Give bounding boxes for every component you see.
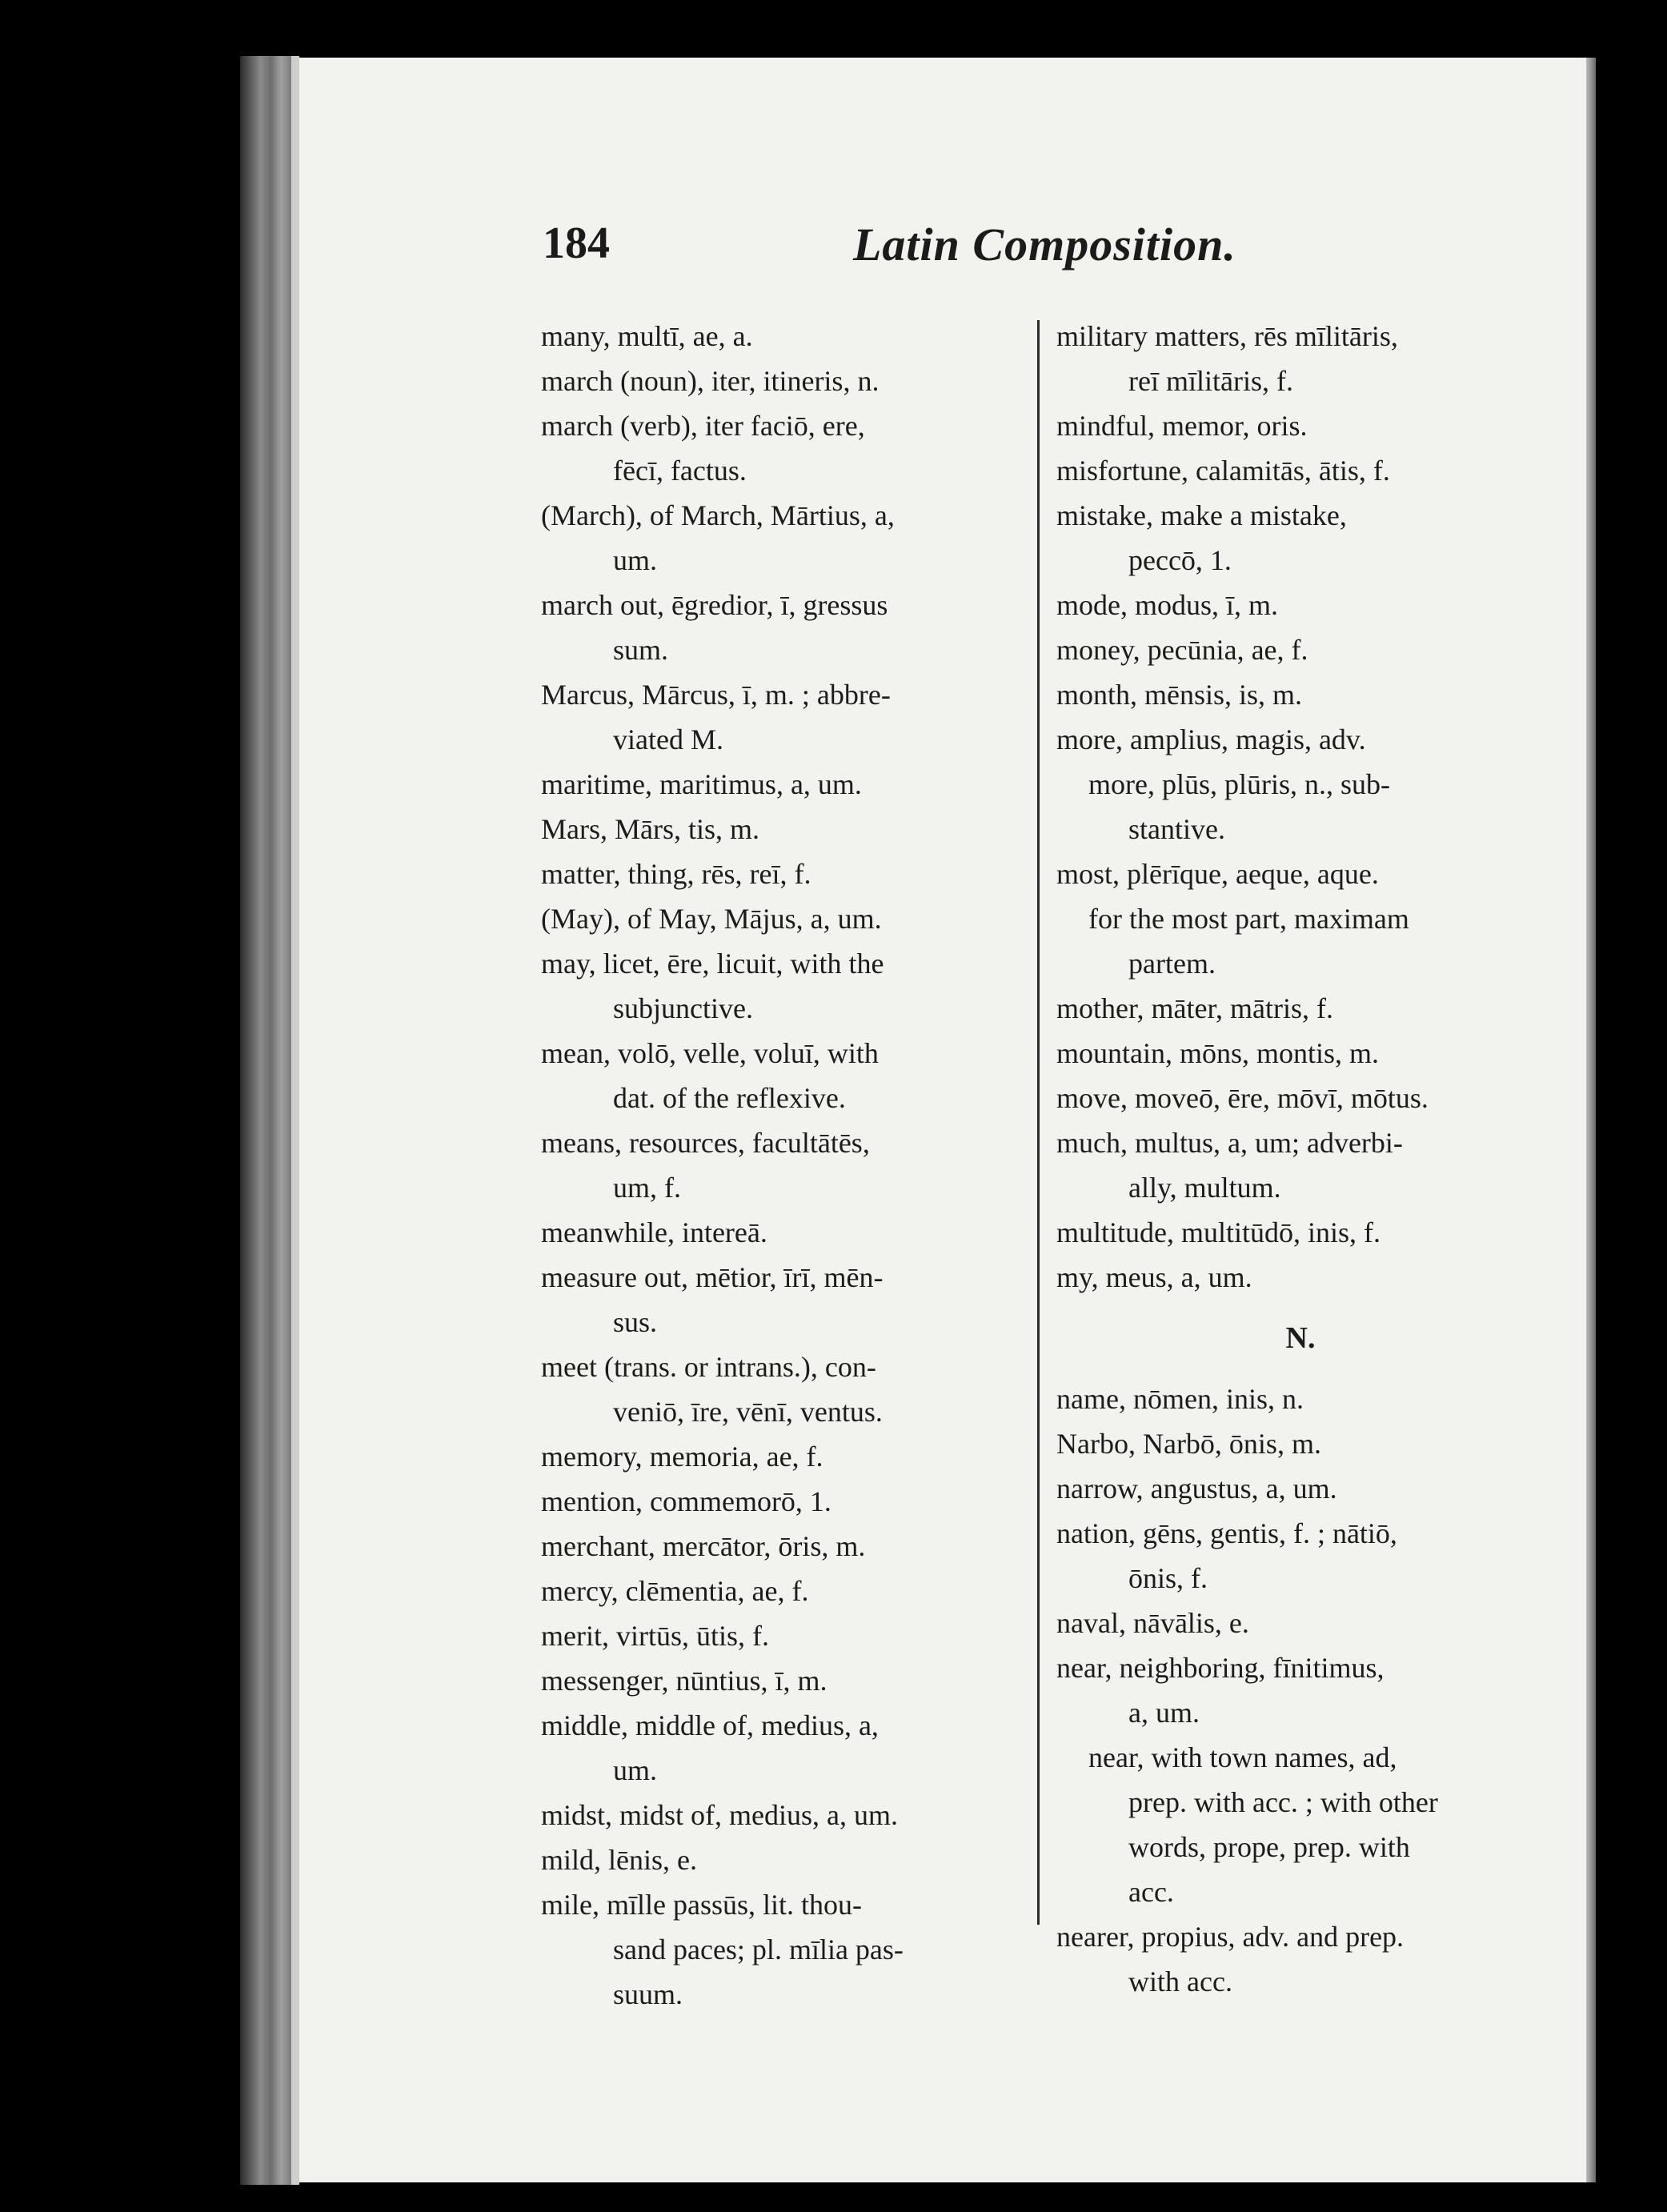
page-edge	[1586, 58, 1596, 2182]
entry-subline: near, with town names, ad,	[1088, 1741, 1397, 1773]
entry-line: march out, ēgredior, ī, gressus	[541, 589, 888, 621]
entry-line: mistake, make a mistake,	[1056, 499, 1347, 531]
entry-continuation: ōnis, f.	[1128, 1562, 1208, 1594]
entry-line: may, licet, ēre, licuit, with the	[541, 948, 884, 980]
entry-line: Marcus, Mārcus, ī, m. ; abbre-	[541, 679, 891, 711]
entry-line: mode, modus, ī, m.	[1056, 589, 1278, 621]
entry-continuation: um.	[613, 1754, 658, 1786]
entry-continuation: fēcī, factus.	[613, 455, 747, 487]
entry-line: naval, nāvālis, e.	[1056, 1607, 1249, 1639]
entry-line: memory, memoria, ae, f.	[541, 1441, 823, 1473]
entry-line: Narbo, Narbō, ōnis, m.	[1056, 1428, 1321, 1460]
entry-line: nearer, propius, adv. and prep.	[1056, 1921, 1405, 1953]
entry-line: matter, thing, rēs, reī, f.	[541, 858, 811, 890]
entry-continuation: dat. of the reflexive.	[613, 1082, 846, 1114]
entry-line: move, moveō, ēre, mōvī, mōtus.	[1056, 1082, 1429, 1114]
entry-line: mile, mīlle passūs, lit. thou-	[541, 1889, 862, 1921]
entry-line: Mars, Mārs, tis, m.	[541, 813, 759, 845]
entry-line: name, nōmen, inis, n.	[1056, 1383, 1304, 1415]
entry-line: mountain, mōns, montis, m.	[1056, 1037, 1380, 1069]
right-column	[1056, 314, 1545, 2004]
entry-line: mild, lēnis, e.	[541, 1844, 697, 1876]
entry-continuation: sum.	[613, 634, 669, 666]
entry-continuation: acc.	[1128, 1876, 1174, 1908]
entry-line: march (noun), iter, itineris, n.	[541, 365, 880, 397]
entry-line: my, meus, a, um.	[1056, 1261, 1252, 1293]
entry-line: military matters, rēs mīlitāris,	[1056, 320, 1398, 352]
page-header	[543, 218, 1247, 290]
entry-line: mean, volō, velle, voluī, with	[541, 1037, 879, 1069]
book-spine	[240, 56, 291, 2185]
entry-line: narrow, angustus, a, um.	[1056, 1473, 1337, 1505]
entry-line: near, neighboring, fīnitimus,	[1056, 1652, 1384, 1684]
entry-line: much, multus, a, um; adverbi-	[1056, 1127, 1403, 1159]
entry-line: month, mēnsis, is, m.	[1056, 679, 1303, 711]
entry-line: mention, commemorō, 1.	[541, 1485, 831, 1517]
entry-continuation: peccō, 1.	[1128, 544, 1232, 576]
entry-line: mindful, memor, oris.	[1056, 410, 1308, 442]
entry-line: multitude, multitūdō, inis, f.	[1056, 1216, 1380, 1248]
entry-subline: for the most part, maximam	[1088, 903, 1409, 935]
entry-continuation: partem.	[1128, 948, 1216, 980]
entry-line: money, pecūnia, ae, f.	[1056, 634, 1308, 666]
entry-line: most, plērīque, aeque, aque.	[1056, 858, 1379, 890]
entry-continuation: suum.	[613, 1978, 683, 2010]
entry-continuation: reī mīlitāris, f.	[1128, 365, 1293, 397]
entry-continuation: a, um.	[1128, 1697, 1200, 1729]
entry-line: more, amplius, magis, adv.	[1056, 723, 1366, 755]
page-number: 184	[543, 218, 610, 268]
entry-line: march (verb), iter faciō, ere,	[541, 410, 865, 442]
entry-continuation: with acc.	[1128, 1966, 1232, 1998]
entry-continuation: stantive.	[1128, 813, 1225, 845]
entry-line: meet (trans. or intrans.), con-	[541, 1351, 876, 1383]
entry-line: middle, middle of, medius, a,	[541, 1709, 879, 1741]
entry-line: misfortune, calamitās, ātis, f.	[1056, 455, 1390, 487]
entry-line: (May), of May, Mājus, a, um.	[541, 903, 882, 935]
entry-line: mother, māter, mātris, f.	[1056, 992, 1334, 1024]
entry-line: messenger, nūntius, ī, m.	[541, 1665, 827, 1697]
entry-continuation: sand paces; pl. mīlia pas-	[613, 1933, 904, 1966]
section-letter: N.	[1285, 1321, 1316, 1355]
entry-continuation: ally, multum.	[1128, 1172, 1281, 1204]
entry-line: measure out, mētior, īrī, mēn-	[541, 1261, 884, 1293]
left-column	[541, 314, 1053, 2017]
entry-line: meanwhile, intereā.	[541, 1216, 767, 1248]
entry-continuation: subjunctive.	[613, 992, 753, 1024]
entry-continuation: veniō, īre, vēnī, ventus.	[613, 1396, 883, 1428]
entry-line: nation, gēns, gentis, f. ; nātiō,	[1056, 1517, 1397, 1549]
entry-line: (March), of March, Mārtius, a,	[541, 499, 895, 531]
running-title: Latin Composition.	[853, 218, 1236, 270]
entry-continuation: um.	[613, 544, 658, 576]
entry-line: many, multī, ae, a.	[541, 320, 753, 352]
entry-line: merchant, mercātor, ōris, m.	[541, 1530, 866, 1562]
entry-continuation: um, f.	[613, 1172, 681, 1204]
spine-edge	[291, 56, 299, 2185]
entry-continuation: viated M.	[613, 723, 723, 755]
entry-line: midst, midst of, medius, a, um.	[541, 1799, 898, 1831]
entry-line: mercy, clēmentia, ae, f.	[541, 1575, 809, 1607]
entry-line: merit, virtūs, ūtis, f.	[541, 1620, 769, 1652]
entry-continuation: prep. with acc. ; with other	[1128, 1786, 1438, 1818]
entry-line: maritime, maritimus, a, um.	[541, 768, 862, 800]
entry-continuation: sus.	[613, 1306, 658, 1338]
entry-line: means, resources, facultātēs,	[541, 1127, 870, 1159]
entry-continuation: words, prope, prep. with	[1128, 1831, 1410, 1863]
entry-subline: more, plūs, plūris, n., sub-	[1088, 768, 1390, 800]
